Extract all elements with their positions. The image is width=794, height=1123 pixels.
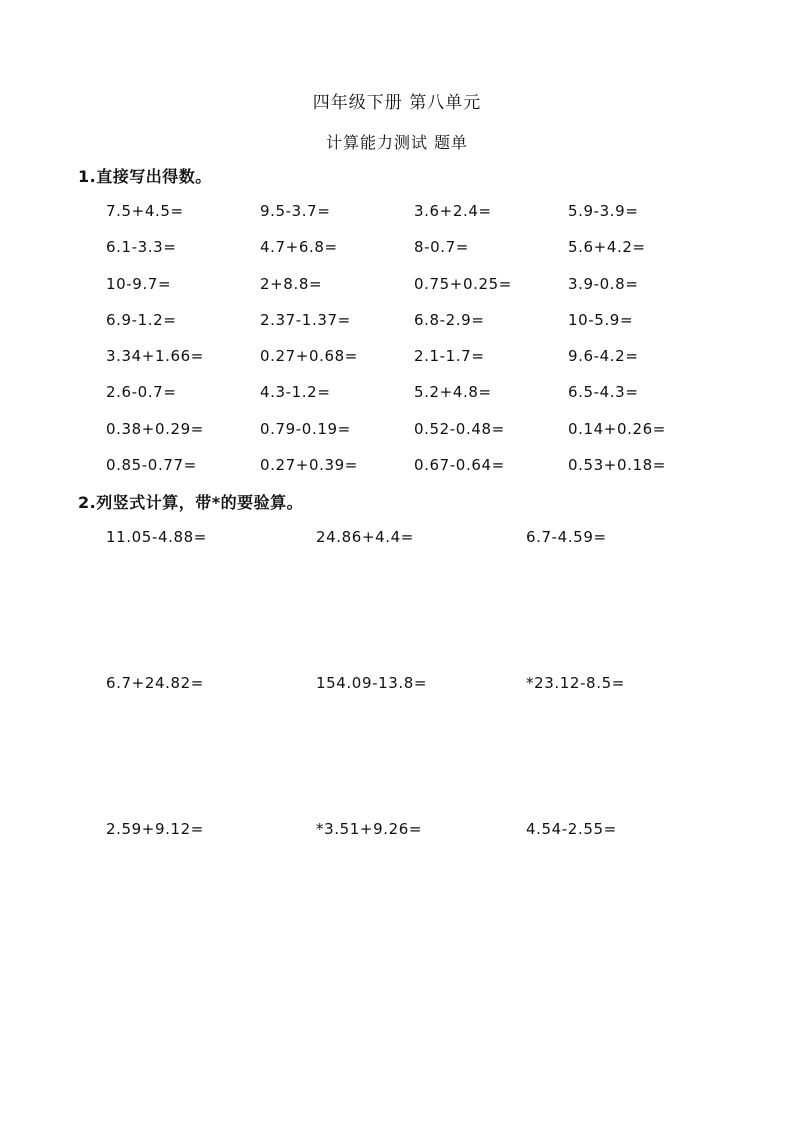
problem: 0.67-0.64= [414, 456, 505, 475]
problem: 10-9.7= [106, 274, 172, 293]
problem: 5.6+4.2= [568, 238, 646, 257]
problem-row [106, 347, 722, 383]
page-subtitle: 计算能力测试 题单 [325, 133, 469, 152]
problem-row [106, 820, 736, 966]
problem: 0.53+0.18= [568, 456, 666, 475]
problem: 6.8-2.9= [414, 310, 485, 329]
problem: 5.2+4.8= [414, 383, 492, 402]
problem: 2.6-0.7= [106, 383, 177, 402]
section1-heading: 1.直接写出得数。 [78, 167, 212, 186]
problem: 2+8.8= [260, 274, 323, 293]
problem: 6.1-3.3= [106, 238, 177, 257]
problem-row [106, 311, 722, 347]
problem: 0.75+0.25= [414, 274, 512, 293]
problem: 0.27+0.68= [260, 347, 358, 366]
section2-heading: 2.列竖式计算，带*的要验算。 [78, 493, 304, 512]
problem: *3.51+9.26= [316, 820, 423, 838]
problem: 6.9-1.2= [106, 310, 177, 329]
problem: 0.14+0.26= [568, 419, 666, 438]
problem: 9.6-4.2= [568, 347, 639, 366]
problem: 4.7+6.8= [260, 238, 338, 257]
problem: 3.9-0.8= [568, 274, 639, 293]
problem: 4.3-1.2= [260, 383, 331, 402]
problem-row [106, 238, 722, 274]
problem: 10-5.9= [568, 310, 634, 329]
problem: 0.85-0.77= [106, 456, 197, 475]
problem-row [106, 528, 736, 674]
problem: 6.7-4.59= [526, 528, 607, 546]
problem: 0.38+0.29= [106, 419, 204, 438]
problem: 6.7+24.82= [106, 674, 204, 692]
problem: 2.59+9.12= [106, 820, 204, 838]
problem: 3.34+1.66= [106, 347, 204, 366]
problem: *23.12-8.5= [526, 674, 625, 692]
problem-row [106, 456, 722, 492]
problem: 154.09-13.8= [316, 674, 428, 692]
problem: 7.5+4.5= [106, 202, 184, 220]
problem: 2.37-1.37= [260, 310, 351, 329]
page-title: 四年级下册 第八单元 [312, 93, 482, 113]
problem: 0.52-0.48= [414, 419, 505, 438]
problem: 4.54-2.55= [526, 820, 617, 838]
problem-row [106, 674, 736, 820]
vertical-calc-grid [106, 528, 736, 966]
problem: 0.27+0.39= [260, 456, 358, 475]
problem: 6.5-4.3= [568, 383, 639, 402]
problem-row [106, 275, 722, 311]
problem: 8-0.7= [414, 238, 469, 257]
problem: 2.1-1.7= [414, 347, 485, 366]
problem: 11.05-4.88= [106, 528, 207, 546]
mental-math-grid [106, 202, 722, 492]
problem-row [106, 420, 722, 456]
problem-row [106, 202, 722, 238]
problem: 5.9-3.9= [568, 202, 639, 220]
problem: 3.6+2.4= [414, 202, 492, 220]
problem: 24.86+4.4= [316, 528, 414, 546]
problem: 9.5-3.7= [260, 202, 331, 220]
problem-row [106, 383, 722, 419]
problem: 0.79-0.19= [260, 419, 351, 438]
